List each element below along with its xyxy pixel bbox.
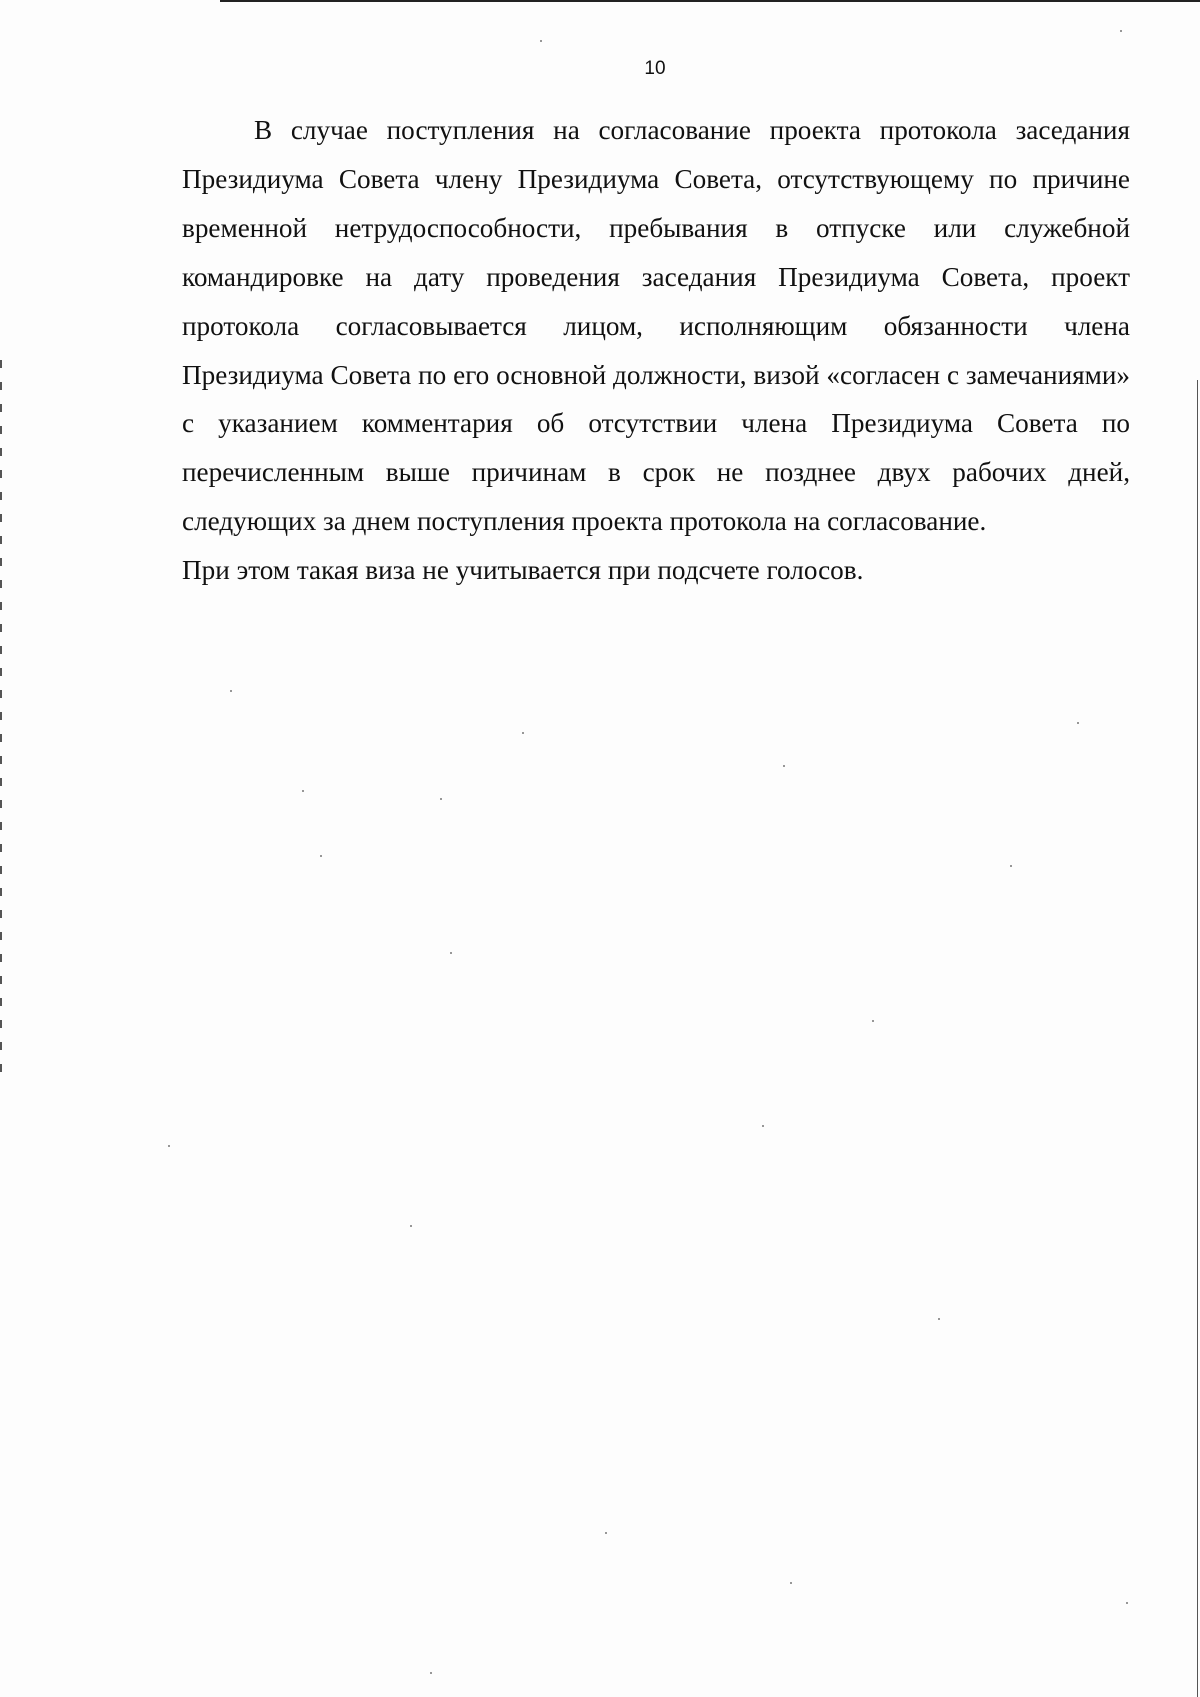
scan-speck (872, 1020, 874, 1022)
scan-speck (230, 690, 232, 692)
scan-speck (1120, 30, 1122, 32)
page-number: 10 (644, 58, 666, 79)
scan-speck (1010, 865, 1012, 867)
scan-top-edge (220, 0, 1200, 2)
scan-speck (540, 40, 542, 42)
scan-speck (762, 1125, 764, 1127)
scan-speck (1077, 722, 1079, 724)
scan-speck (522, 732, 524, 734)
scan-speck (450, 952, 452, 954)
scan-speck (783, 765, 785, 767)
paragraph-last-line: При этом такая виза не учитывается при подсчете голосов. (182, 555, 864, 586)
scan-speck (430, 1672, 432, 1674)
scan-speck (410, 1225, 412, 1227)
body-text (182, 106, 1130, 595)
scan-speck (168, 1145, 170, 1147)
scan-speck (605, 1532, 607, 1534)
paragraph: В случае поступления на согласование проекта протокола заседания Президиума Совета члену Президиума Совета, отсутствующему по причине временной нетрудоспособности, пребывания в отпуске или служебной командировке на дату проведения заседания Президиума Совета, проект протокола согласовывается лицом, исполняющим обязанности члена Президиума Совета по его основной должности, визой «согласен с замечаниями» с указанием комментария об отсутствии члена Президиума Совета по перечисленным выше причинам в срок не позднее двух рабочих дней, следующих за днем поступления проекта протокола на согласование. (182, 115, 1130, 537)
scan-speck (320, 855, 322, 857)
scan-speck (790, 1582, 792, 1584)
scan-speck (440, 798, 442, 800)
scan-left-edge (0, 360, 2, 1080)
scan-speck (1126, 1602, 1128, 1604)
scan-right-edge (1197, 380, 1198, 1697)
scan-speck (938, 1318, 940, 1320)
scan-speck (302, 790, 304, 792)
